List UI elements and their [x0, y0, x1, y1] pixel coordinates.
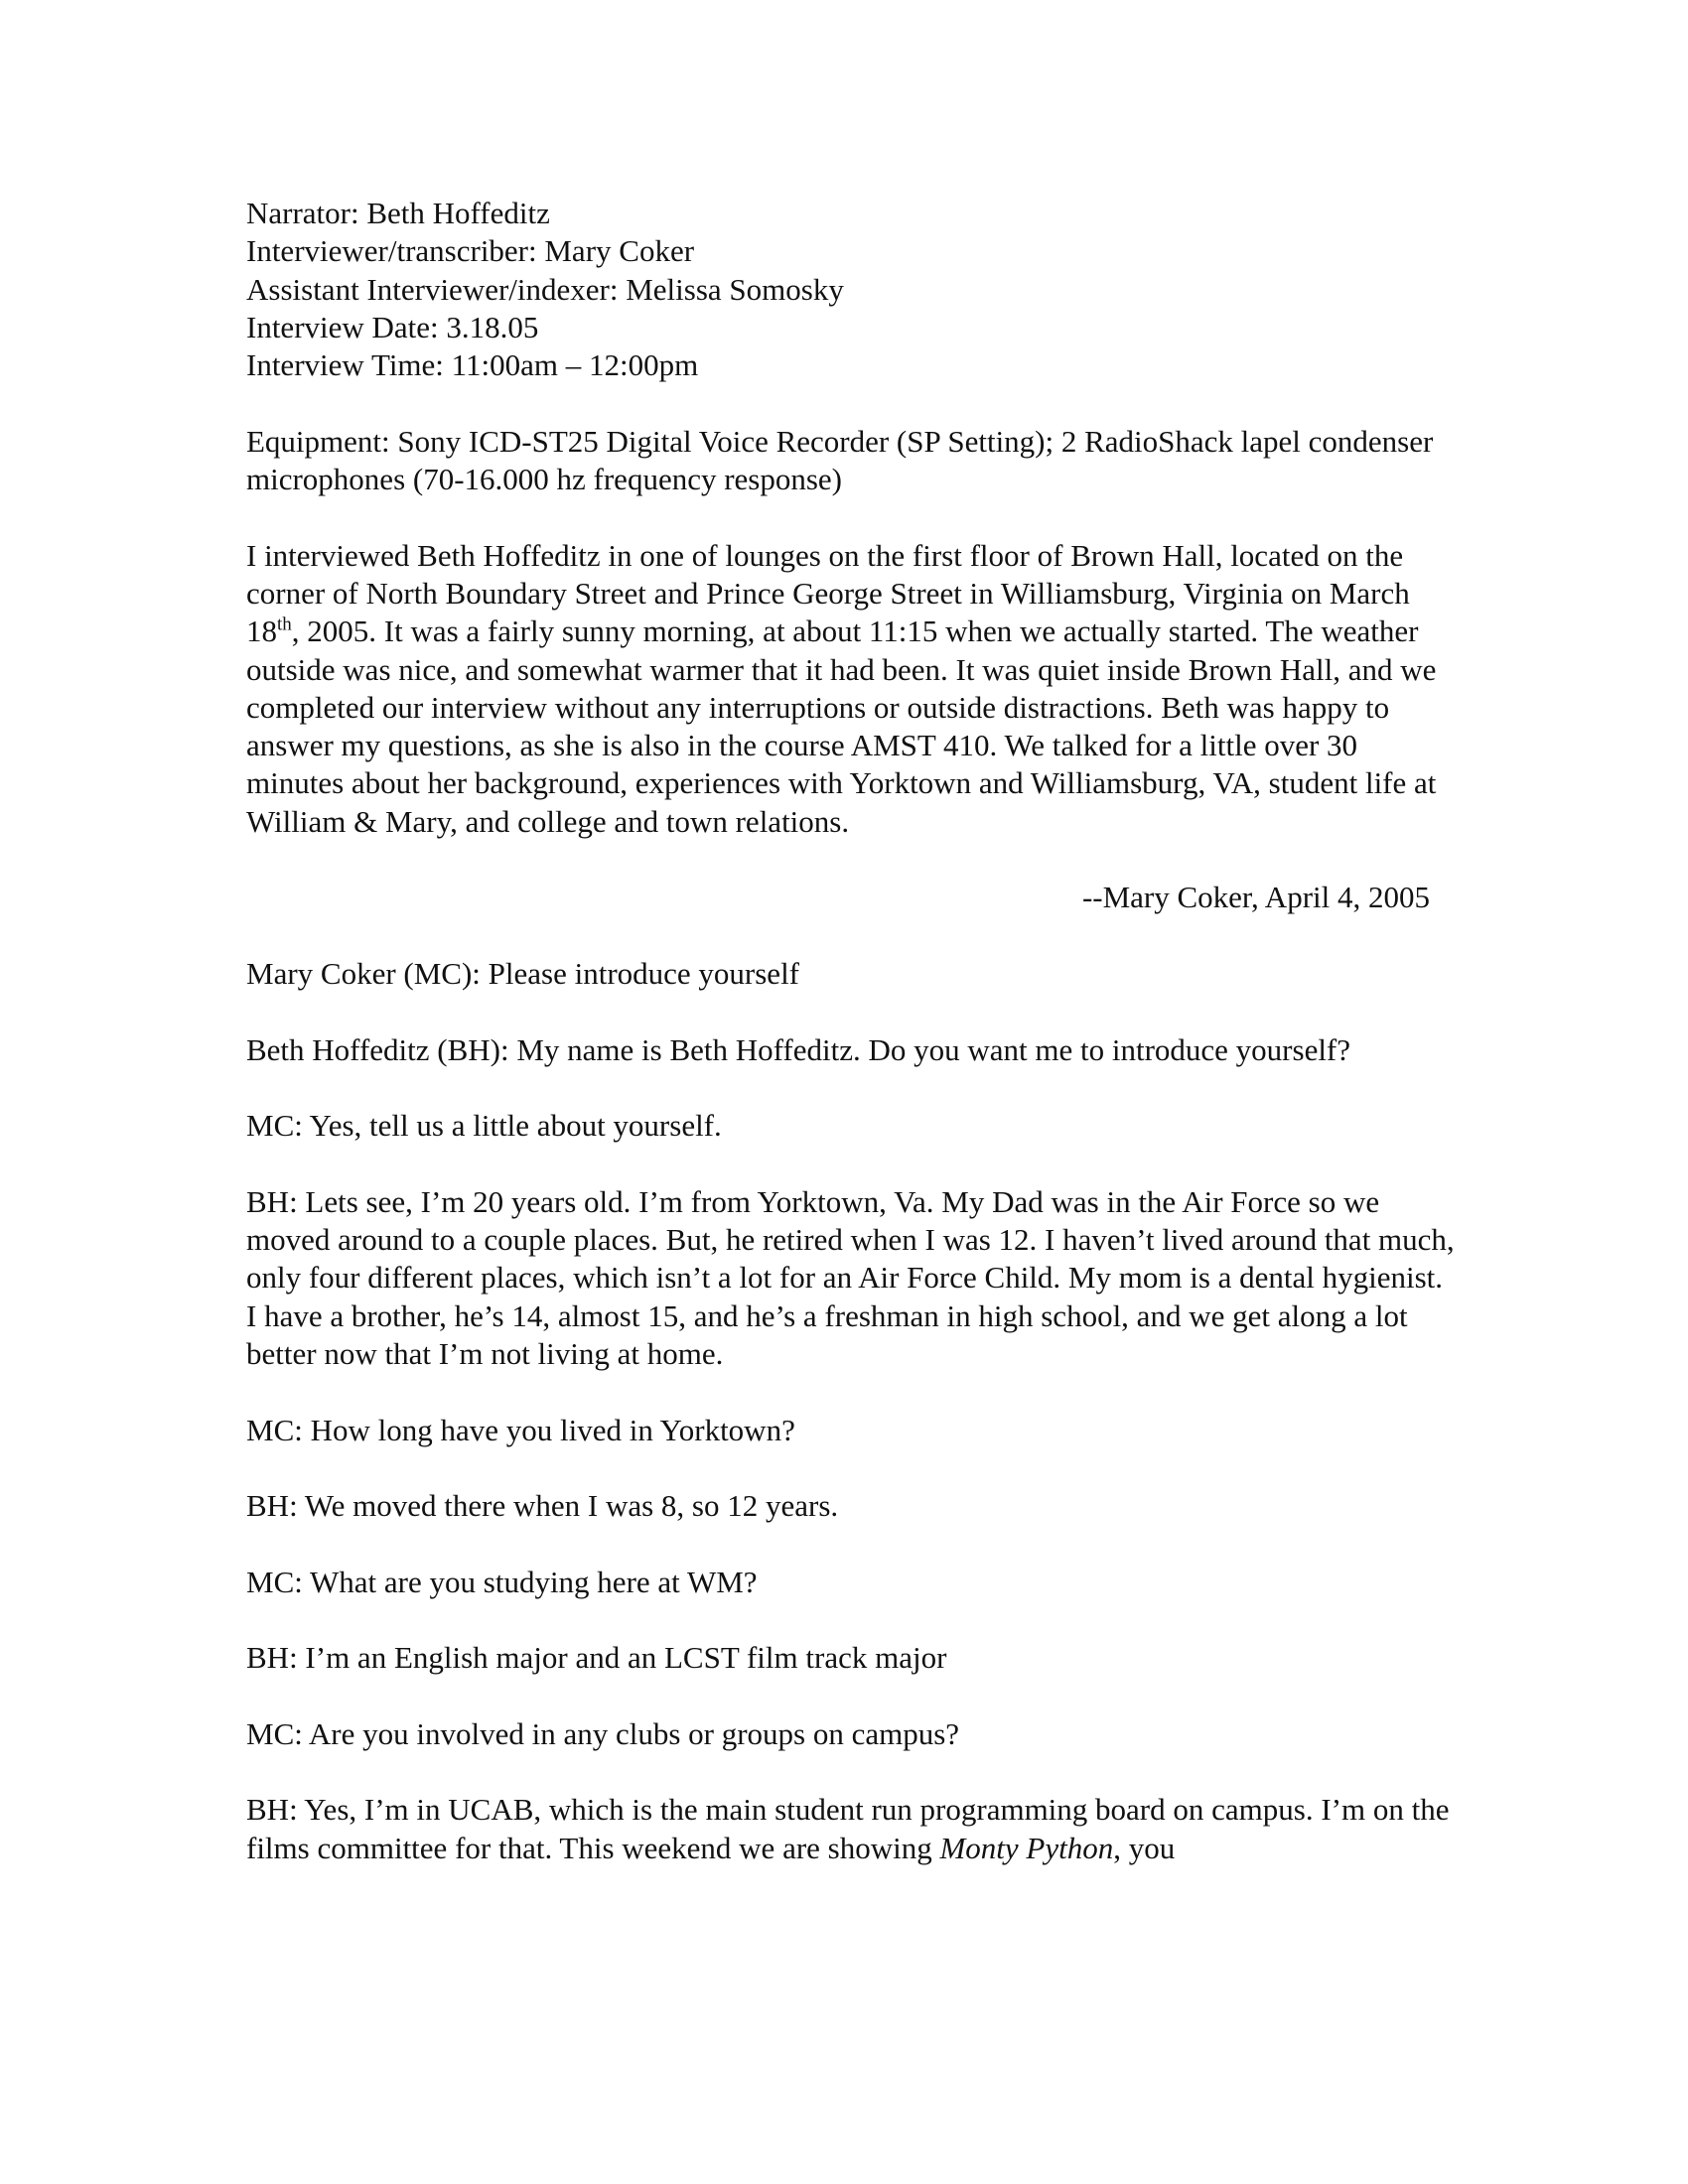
- answer-5-text-part2: , you: [1113, 1830, 1176, 1865]
- answer-1: Beth Hoffeditz (BH): My name is Beth Hoffeditz. Do you want me to introduce yourself?: [246, 1031, 1351, 1067]
- signoff-line: --Mary Coker, April 4, 2005: [1081, 880, 1430, 915]
- ordinal-suffix: th: [277, 614, 292, 635]
- interview-header: [246, 195, 1458, 384]
- equipment-paragraph: Equipment: Sony ICD-ST25 Digital Voice Recorder (SP Setting); 2 RadioShack lapel condenser microphones (70-16.000 hz frequency response): [246, 423, 1434, 497]
- assistant-interviewer-line: Assistant Interviewer/indexer: Melissa Somosky: [246, 271, 844, 307]
- interview-date-line: Interview Date: 3.18.05: [246, 309, 539, 344]
- intro-text-part2: , 2005. It was a fairly sunny morning, at about 11:15 when we actually started. The weather outside was nice, and somewhat warmer that it had been. It was quiet inside Brown Hall, and we completed our interview without any interruptions or outside distractions. Beth was happy to answer my questions, as she is also in the course AMST 410. We talked for a little over 30 minutes about her background, experiences with Yorktown and Williamsburg, VA, student life at William & Mary, and college and town relations.: [246, 614, 1437, 839]
- interview-time-line: Interview Time: 11:00am – 12:00pm: [246, 347, 699, 383]
- answer-2: BH: Lets see, I’m 20 years old. I’m from Yorktown, Va. My Dad was in the Air Force so we moved around to a couple places. But, he retired when I was 12. I haven’t lived around that much, only four different places, which isn’t a lot for an Air Force Child. My mom is a dental hygienist. I have a brother, he’s 14, almost 15, and he’s a freshman in high school, and we get along a lot better now that I’m not living at home.: [246, 1183, 1455, 1371]
- interviewer-line: Interviewer/transcriber: Mary Coker: [246, 233, 695, 269]
- question-5: MC: Are you involved in any clubs or groups on campus?: [246, 1715, 960, 1751]
- film-title: Monty Python: [939, 1830, 1114, 1865]
- transcript-page: [246, 195, 1458, 1867]
- question-4: MC: What are you studying here at WM?: [246, 1564, 758, 1599]
- intro-paragraph: [246, 537, 1458, 841]
- question-1: Mary Coker (MC): Please introduce yourself: [246, 955, 800, 991]
- answer-3: BH: We moved there when I was 8, so 12 years.: [246, 1488, 839, 1524]
- narrator-line: Narrator: Beth Hoffeditz: [246, 196, 550, 230]
- intro-text-part1: I interviewed Beth Hoffeditz in one of lounges on the first floor of Brown Hall, located on the corner of North Boundary Street and Prince George Street in Williamsburg, Virginia on March 18: [246, 537, 1410, 649]
- answer-5-text-part1: BH: Yes, I’m in UCAB, which is the main student run programming board on campus. I’m on the films committee for that. This weekend we are showing: [246, 1792, 1450, 1865]
- question-2: MC: Yes, tell us a little about yourself.: [246, 1108, 722, 1144]
- answer-4: BH: I’m an English major and an LCST film track major: [246, 1640, 947, 1676]
- answer-5: [246, 1791, 1458, 1867]
- question-3: MC: How long have you lived in Yorktown?: [246, 1412, 795, 1447]
